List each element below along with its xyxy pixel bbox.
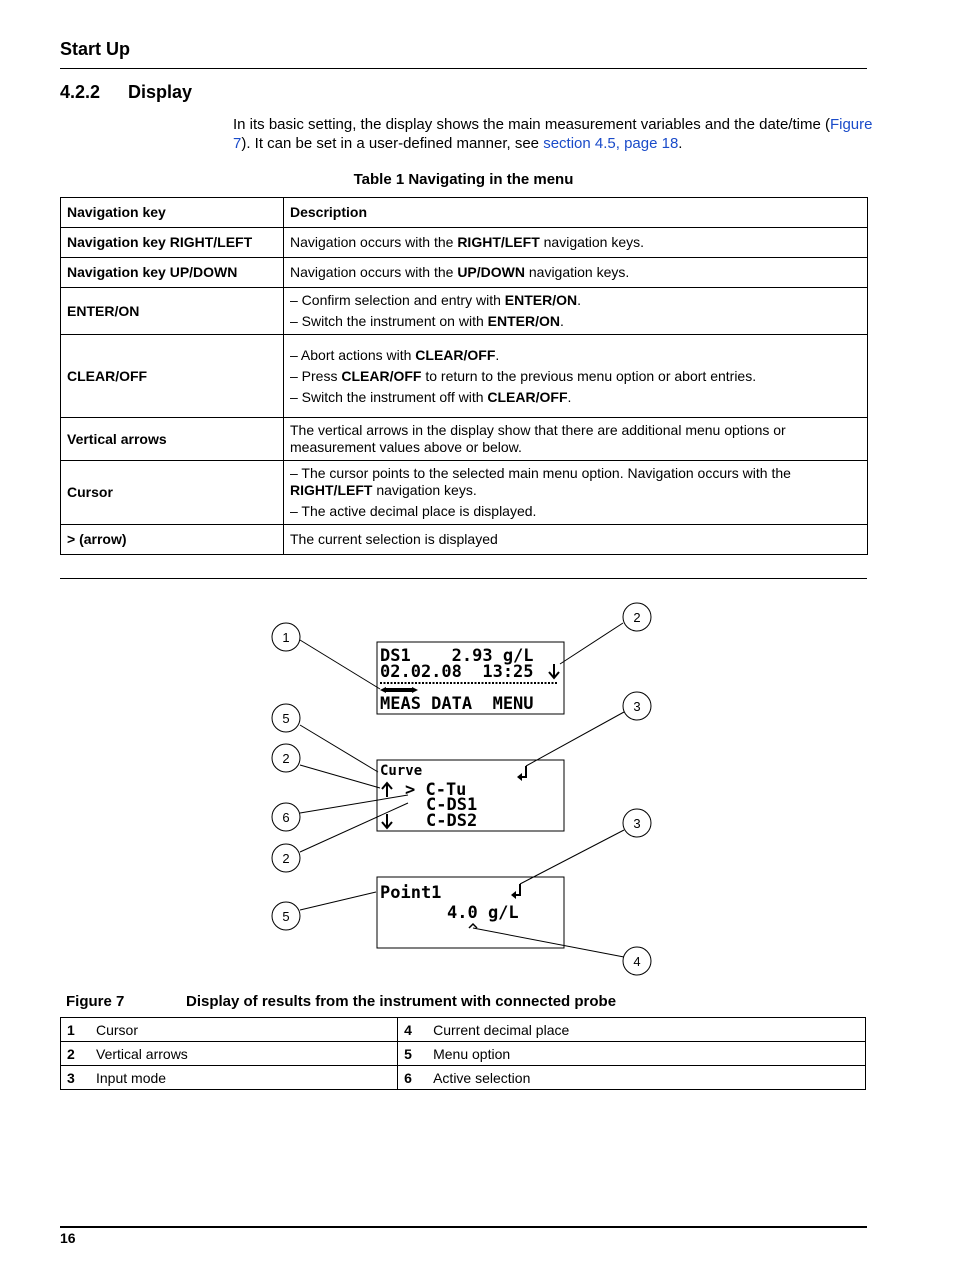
description-cell (284, 228, 868, 258)
lcd-main-line1: DS1 2.93 g/L (380, 646, 534, 666)
header-rule (60, 68, 867, 69)
lcd-main-line2: 02.02.08 13:25 (380, 662, 534, 682)
table-row (61, 525, 868, 555)
display-figure (0, 590, 954, 985)
description-text: CLEAR/OFF (415, 346, 496, 363)
description-text: Navigation occurs with the (290, 234, 458, 250)
page-number: 16 (60, 1230, 76, 1246)
svg-text:2: 2 (282, 751, 290, 766)
lcd-curve-item3: C-DS2 (426, 811, 478, 831)
legend-number: 4 (398, 1018, 428, 1042)
description-text: CLEAR/OFF (487, 388, 568, 405)
legend-label: Menu option (427, 1042, 865, 1066)
cursor-icon (380, 687, 418, 693)
table-row (61, 335, 868, 418)
description-cell (284, 525, 868, 555)
table-header-row (61, 198, 868, 228)
intro-paragraph (233, 115, 873, 153)
svg-text:6: 6 (282, 810, 290, 825)
legend-number: 1 (61, 1018, 91, 1042)
description-cell (284, 418, 868, 461)
legend-number: 2 (61, 1042, 91, 1066)
header-cell-key: Navigation key (61, 198, 284, 228)
callout-3 (623, 809, 651, 837)
description-text: ENTER/ON (487, 313, 560, 329)
description-cell (284, 258, 868, 288)
svg-text:5: 5 (282, 909, 290, 924)
header-cell-description: Description (284, 198, 868, 228)
section-heading: Start Up (60, 39, 131, 59)
description-text: – The active decimal place is displayed. (290, 503, 537, 519)
nav-key-cell: Vertical arrows (61, 418, 284, 461)
table-row (61, 418, 868, 461)
description-text: . (495, 346, 500, 363)
svg-text:3: 3 (633, 816, 641, 831)
description-line (290, 347, 861, 364)
legend-row (61, 1042, 866, 1066)
legend-label: Input mode (90, 1066, 398, 1090)
description-text: . (567, 388, 572, 405)
legend-row (61, 1018, 866, 1042)
description-text: UP/DOWN (457, 264, 525, 280)
footer-rule (60, 1226, 867, 1228)
lcd-curve-title: Curve (380, 763, 423, 779)
callout-6 (272, 803, 300, 831)
description-text: . (577, 292, 581, 308)
description-cell (284, 288, 868, 335)
description-text: to return to the previous menu option or abort entries. (421, 367, 757, 384)
subsection-title: Display (128, 82, 193, 102)
down-arrow-icon (549, 664, 559, 678)
description-line (290, 465, 861, 499)
legend-label: Active selection (427, 1066, 865, 1090)
description-line (290, 531, 861, 548)
svg-text:2: 2 (633, 610, 641, 625)
caret-icon (469, 924, 477, 928)
intro-text-2: ). It can be set in a user-defined manner, see (241, 135, 544, 152)
legend-number: 6 (398, 1066, 428, 1090)
figure-7-link[interactable]: Figure 7 (233, 116, 873, 152)
table-row (61, 228, 868, 258)
description-text: . (560, 313, 564, 329)
intro-text-1: In its basic setting, the display shows the main measurement variables and the date/time ( (233, 116, 830, 133)
lcd-main-menu-line: MEAS DATA MENU (380, 694, 534, 714)
description-text: navigation keys. (539, 234, 645, 250)
nav-key-cell: Cursor (61, 461, 284, 525)
table-row (61, 258, 868, 288)
lcd-point-title: Point1 (380, 883, 442, 903)
nav-key-cell: Navigation key UP/DOWN (61, 258, 284, 288)
down-arrow-icon (382, 814, 392, 828)
description-line (290, 422, 861, 456)
description-cell (284, 461, 868, 525)
description-text: The vertical arrows in the display show that there are additional menu options or measurement values above or below. (290, 422, 786, 455)
description-text: – Press (290, 367, 342, 384)
description-line (290, 234, 861, 251)
table-row (61, 288, 868, 335)
lcd-point-value: 4.0 g/L (447, 903, 519, 923)
table-row (61, 461, 868, 525)
legend-row (61, 1066, 866, 1090)
legend-label: Cursor (90, 1018, 398, 1042)
description-line (290, 292, 861, 309)
nav-key-cell: ENTER/ON (61, 288, 284, 335)
svg-text:1: 1 (282, 630, 290, 645)
description-line (290, 313, 861, 330)
description-text: – Switch the instrument off with (290, 388, 488, 405)
nav-key-cell: > (arrow) (61, 525, 284, 555)
figure-title: Display of results from the instrument with connected probe (186, 993, 617, 1010)
svg-text:3: 3 (633, 699, 641, 714)
legend-number: 3 (61, 1066, 91, 1090)
figure-legend-table (60, 1017, 866, 1090)
callout-2 (623, 603, 651, 631)
description-text: navigation keys. (372, 482, 477, 498)
description-line (290, 264, 861, 281)
callout-1 (272, 623, 300, 651)
description-text: The current selection is displayed (290, 531, 498, 547)
description-text: – Switch the instrument on with (290, 313, 488, 329)
description-text: navigation keys. (524, 264, 630, 280)
svg-text:4: 4 (633, 954, 641, 969)
figure-number: Figure 7 (66, 993, 125, 1010)
intro-text-3: . (678, 135, 683, 152)
description-text: CLEAR/OFF (341, 367, 422, 384)
description-line (290, 389, 861, 406)
figure-caption (66, 993, 616, 1010)
lcd-curve-item2: C-DS1 (426, 795, 478, 815)
navigation-table (60, 197, 868, 555)
callout-2 (272, 844, 300, 872)
subsection-heading (60, 82, 192, 103)
enter-icon (511, 884, 520, 899)
table-caption: Table 1 Navigating in the menu (353, 171, 574, 188)
callout-4 (623, 947, 651, 975)
nav-key-cell: Navigation key RIGHT/LEFT (61, 228, 284, 258)
legend-label: Current decimal place (427, 1018, 865, 1042)
description-cell (284, 335, 868, 418)
svg-text:2: 2 (282, 851, 290, 866)
legend-label: Vertical arrows (90, 1042, 398, 1066)
lcd-curve-item1: > C-Tu (405, 780, 467, 800)
description-line (290, 368, 861, 385)
description-text: – Confirm selection and entry with (290, 292, 505, 308)
svg-text:5: 5 (282, 711, 290, 726)
callout-2 (272, 744, 300, 772)
description-text: – Abort actions with (290, 346, 416, 363)
description-text: ENTER/ON (504, 292, 578, 308)
callout-5 (272, 704, 300, 732)
description-text: RIGHT/LEFT (457, 234, 540, 250)
nav-key-cell: CLEAR/OFF (61, 335, 284, 418)
enter-icon (517, 766, 526, 781)
up-arrow-icon (382, 783, 392, 797)
description-line (290, 503, 861, 520)
description-text: RIGHT/LEFT (290, 482, 373, 498)
subsection-number: 4.2.2 (60, 82, 101, 102)
legend-number: 5 (398, 1042, 428, 1066)
section-4-5-link[interactable]: section 4.5, page 18 (543, 135, 679, 152)
figure-top-rule (60, 578, 867, 579)
description-text: Navigation occurs with the (290, 264, 458, 280)
callout-3 (623, 692, 651, 720)
description-text: – The cursor points to the selected main menu option. Navigation occurs with the (290, 465, 791, 481)
callout-5 (272, 902, 300, 930)
